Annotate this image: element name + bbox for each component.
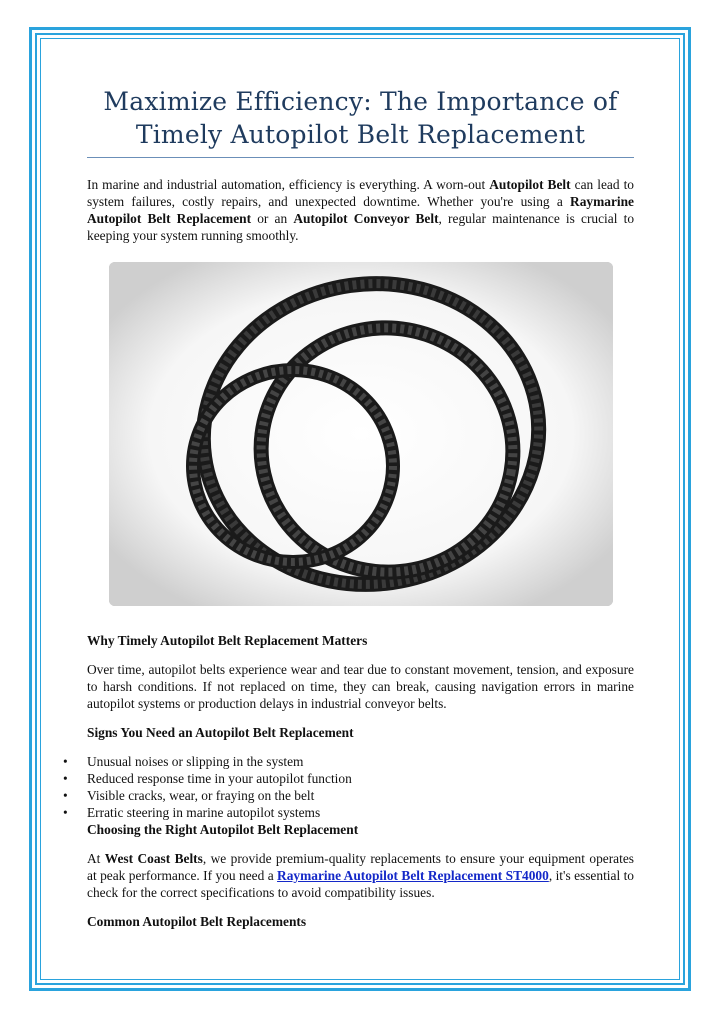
list-item-text: Unusual noises or slipping in the system (87, 754, 304, 769)
list-item (61, 804, 634, 821)
bullet-icon: • (63, 771, 68, 786)
bullet-icon: • (63, 754, 68, 769)
list-item (61, 753, 634, 770)
intro-paragraph (87, 176, 634, 244)
company-name-bold: West Coast Belts (104, 851, 203, 866)
choosing-text: , we provide premium-quality replacements to ensure your equipment operates at peak performance. If you need a (87, 851, 634, 883)
intro-bold-autopilot-belt: Autopilot Belt (489, 177, 571, 192)
list-item-text: Reduced response time in your autopilot function (87, 771, 352, 786)
list-item-text: Visible cracks, wear, or fraying on the belt (87, 788, 315, 803)
choosing-text: , it's essential to check for the correct specifications to avoid compatibility issues. (87, 868, 634, 900)
bullet-icon: • (63, 788, 68, 803)
timing-belts-photo-icon (109, 262, 613, 606)
signs-list (61, 753, 634, 821)
belt-photo (109, 262, 613, 606)
list-item (61, 787, 634, 804)
list-item (61, 770, 634, 787)
list-item-text: Erratic steering in marine autopilot systems (87, 805, 321, 820)
section-heading-common: Common Autopilot Belt Replacements (87, 914, 307, 929)
intro-bold-raymarine: Raymarine Autopilot Belt Replacement (87, 194, 634, 226)
section-paragraph-choosing (87, 850, 634, 901)
intro-text: , regular maintenance is crucial to keeping your system running smoothly. (87, 211, 635, 243)
page-title: Maximize Efficiency: The Importance of Timely Autopilot Belt Replacement (87, 85, 634, 158)
raymarine-st4000-link[interactable]: Raymarine Autopilot Belt Replacement ST4000 (277, 868, 549, 883)
section-heading-why: Why Timely Autopilot Belt Replacement Matters (87, 633, 368, 648)
bullet-icon: • (63, 805, 68, 820)
choosing-text: At (87, 851, 105, 866)
section-paragraph-why: Over time, autopilot belts experience wear and tear due to constant movement, tension, and exposure to harsh conditions. If not replaced on time, they can break, causing navigation errors in marine autopilot systems or production delays in industrial conveyor belts. (87, 662, 634, 711)
section-heading-choosing: Choosing the Right Autopilot Belt Replacement (87, 822, 359, 837)
intro-text: In marine and industrial automation, efficiency is everything. A worn-out (87, 177, 490, 192)
section-heading-signs: Signs You Need an Autopilot Belt Replacement (87, 725, 354, 740)
document-body (63, 85, 635, 930)
intro-text: or an (251, 211, 294, 226)
intro-text: can lead to system failures, costly repairs, and unexpected downtime. Whether you're using a (87, 177, 635, 209)
intro-bold-conveyor: Autopilot Conveyor Belt (293, 211, 439, 226)
